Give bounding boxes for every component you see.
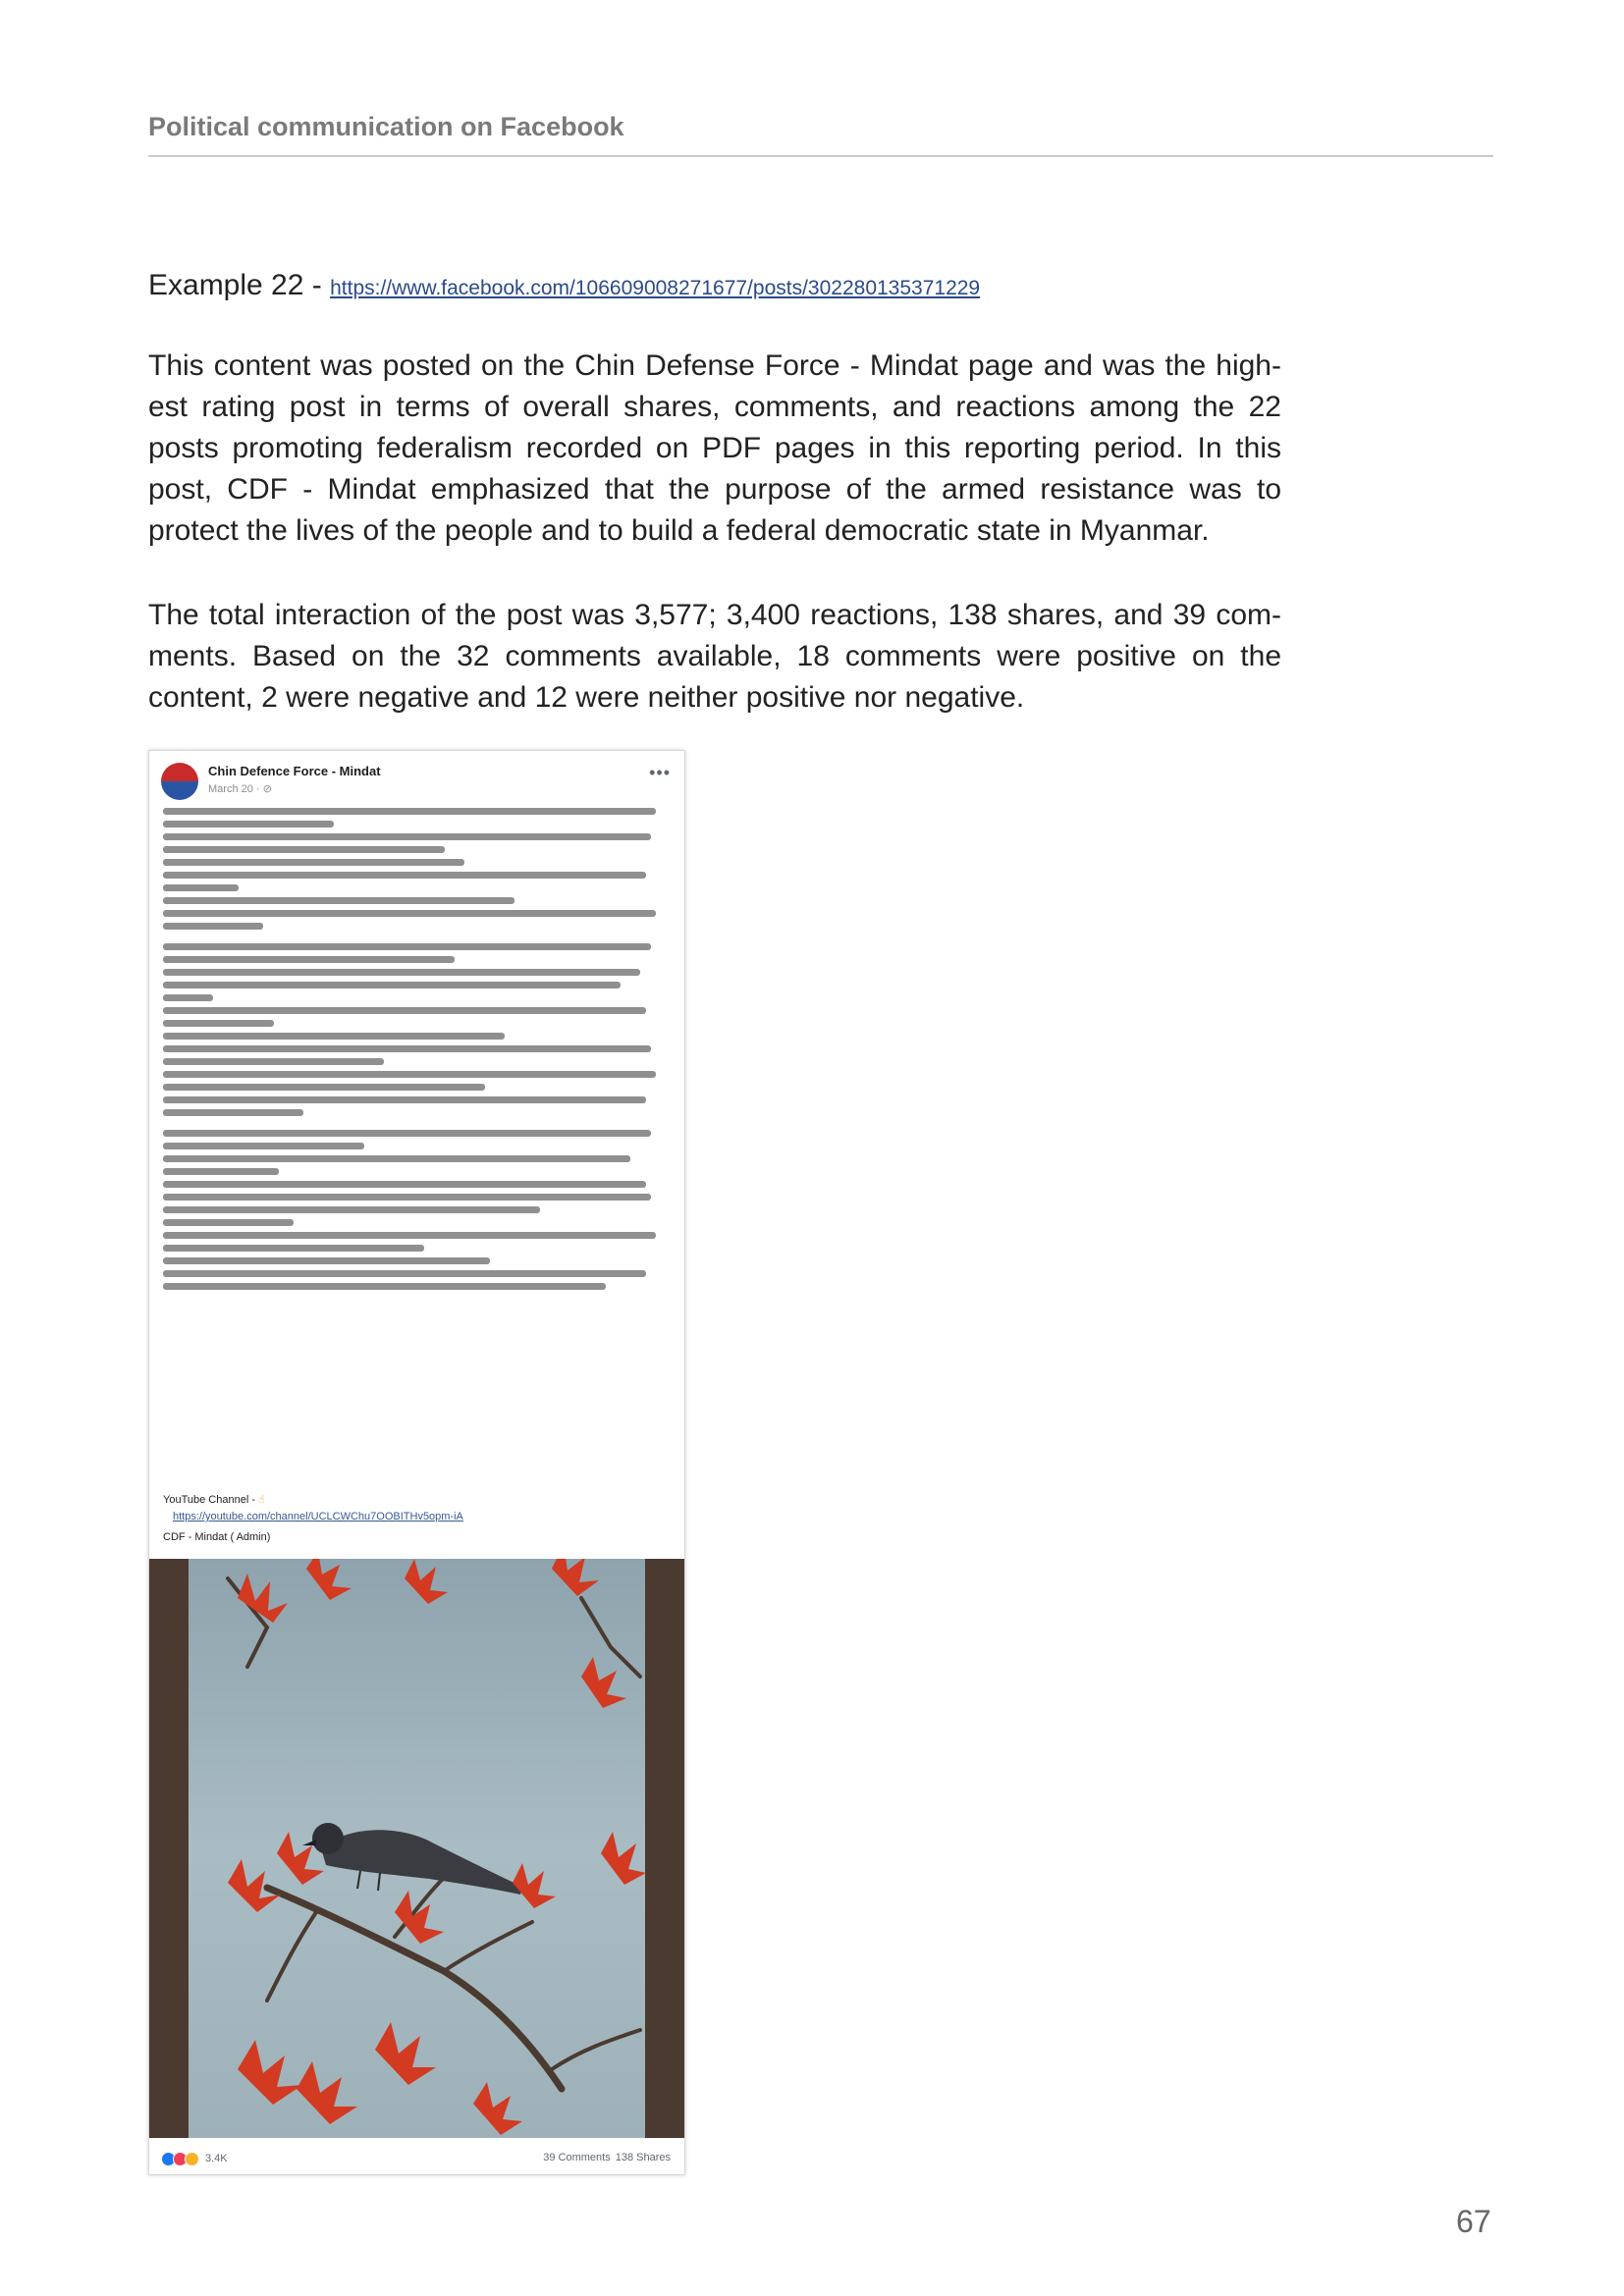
reaction-count: 3.4K [205, 2153, 228, 2164]
example-heading [148, 269, 980, 302]
paragraph-1: This content was posted on the Chin Defense Force - Mindat page and was the high-est rating post in terms of overall shares, comments, and reactions among the 22 posts promoting federalism recorded on PDF pages in this reporting period. In this post, CDF - Mindat emphasized that the purpose of the armed resistance was to protect the lives of the people and to build a federal democratic state in Myanmar. [148, 349, 1281, 547]
more-horizontal-icon: ••• [649, 763, 671, 782]
paragraph-2: The total interaction of the post was 3,577; 3,400 reactions, 138 shares, and 39 com-ments. Based on the 32 comments available, 18 comments were positive on the content, 2 were negative and 12 were neither positive nor negative. [148, 599, 1281, 714]
post-page-name: Chin Defence Force - Mindat [208, 764, 381, 778]
youtube-channel-link[interactable]: https://youtube.com/channel/UCLCWChu7OOBITHv5opm-iA [173, 1511, 463, 1522]
example-label: Example 22 - [148, 269, 331, 301]
post-photo-bird-on-flowering-branch [149, 1559, 684, 2138]
post-signature: CDF - Mindat ( Admin) [163, 1531, 271, 1543]
page-avatar [161, 763, 198, 800]
facebook-post-screenshot [148, 750, 685, 2175]
example-url-link[interactable]: https://www.facebook.com/106609008271677/posts/302280135371229 [330, 277, 981, 299]
post-body-burmese-text [163, 808, 666, 1296]
post-date: March 20 · ⊘ [208, 783, 272, 795]
reaction-summary [161, 2151, 228, 2166]
haha-icon [185, 2152, 199, 2166]
header-divider [148, 155, 1493, 157]
running-header: Political communication on Facebook [148, 112, 624, 141]
comments-count: 39 Comments [543, 2152, 611, 2163]
youtube-channel-label: YouTube Channel - ☝ [163, 1494, 265, 1506]
pointing-hand-icon: ☝ [258, 1494, 265, 1506]
page-number: 67 [1456, 2204, 1491, 2239]
engagement-counts [543, 2152, 671, 2163]
shares-count: 138 Shares [615, 2152, 671, 2163]
